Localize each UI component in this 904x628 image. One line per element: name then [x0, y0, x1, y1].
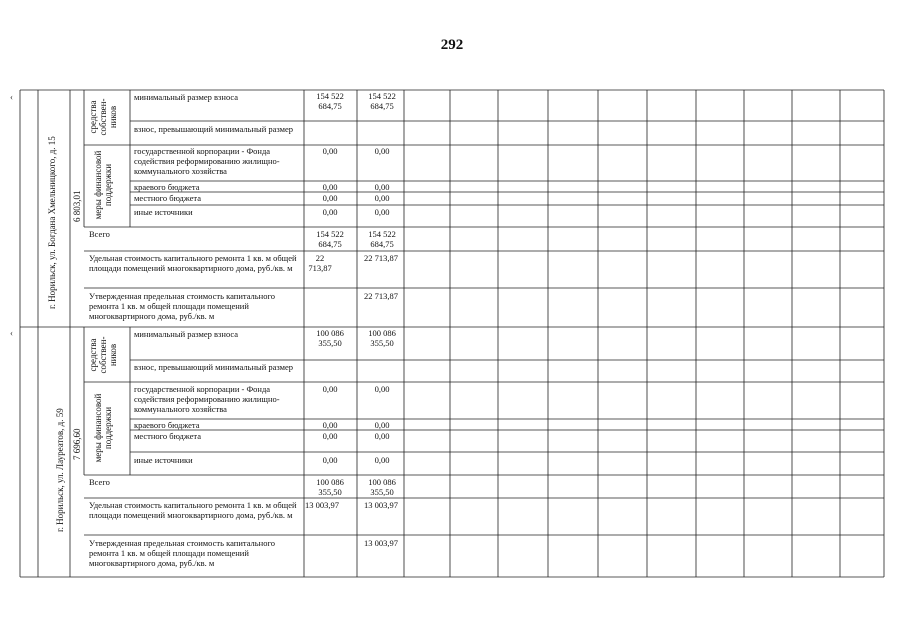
- value-cell: 22 713,87: [364, 253, 398, 263]
- value-cell: 100 086 355,50: [316, 328, 344, 348]
- row-label: местного бюджета: [134, 431, 201, 441]
- value-cell: 13 003,97: [364, 538, 398, 548]
- row-label: минимальный размер взноса: [134, 329, 239, 339]
- row-label: взнос, превышающий минимальный размер: [134, 124, 294, 134]
- value-cell: 0,00: [322, 384, 338, 394]
- value-cell: 22 713,87: [308, 253, 332, 273]
- value-cell: 100 086 355,50: [316, 477, 344, 497]
- row-label: государственной корпорации - Фонда содействия реформированию жилищно-коммунального хозяйства: [134, 146, 280, 176]
- page-number: 292: [440, 37, 464, 53]
- row-label: Утвержденная предельная стоимость капитального ремонта 1 кв. м общей площади помещений многоквартирного дома, руб./кв. м: [89, 538, 275, 568]
- row-label: Утвержденная предельная стоимость капитального ремонта 1 кв. м общей площади помещений многоквартирного дома, руб./кв. м: [89, 291, 275, 321]
- value-cell: 154 522 684,75: [316, 91, 344, 111]
- value-cell: 0,00: [322, 431, 338, 441]
- row-label: иные источники: [134, 455, 193, 465]
- area-value: 6 803,01: [72, 190, 82, 222]
- value-cell: 0,00: [322, 207, 338, 217]
- value-cell: 13 003,97: [305, 500, 339, 510]
- group-support-label: меры финансовой поддержки: [93, 150, 113, 220]
- row-label: минимальный размер взноса: [134, 92, 239, 102]
- address-label: г. Норильск, ул. Лауреатов, д. 59: [55, 408, 65, 532]
- value-cell: 0,00: [374, 420, 390, 430]
- value-cell: 100 086 355,50: [368, 477, 396, 497]
- row-label: Всего: [89, 229, 110, 239]
- margin-mark: ‹: [10, 92, 13, 102]
- row-label: Удельная стоимость капитального ремонта 1 кв. м общей площади помещений многоквартирного дома, руб./кв. м: [89, 253, 297, 273]
- value-cell: 0,00: [322, 146, 338, 156]
- margin-mark: ‹: [10, 328, 13, 338]
- row-label: взнос, превышающий минимальный размер: [134, 362, 294, 372]
- value-cell: 0,00: [374, 384, 390, 394]
- row-label: местного бюджета: [134, 193, 201, 203]
- group-own-label: средства собствен- ников: [88, 98, 118, 136]
- value-cell: 0,00: [374, 455, 390, 465]
- row-label: иные источники: [134, 207, 193, 217]
- value-cell: 0,00: [374, 207, 390, 217]
- value-cell: 0,00: [322, 455, 338, 465]
- row-label: краевого бюджета: [134, 420, 200, 430]
- value-cell: 0,00: [322, 193, 338, 203]
- value-cell: 0,00: [374, 193, 390, 203]
- row-label: государственной корпорации - Фонда содействия реформированию жилищно-коммунального хозяйства: [134, 384, 280, 414]
- value-cell: 154 522 684,75: [368, 229, 396, 249]
- value-cell: 13 003,97: [364, 500, 398, 510]
- row-label: краевого бюджета: [134, 182, 200, 192]
- value-cell: 22 713,87: [364, 291, 398, 301]
- value-cell: 0,00: [374, 146, 390, 156]
- row-label: Всего: [89, 477, 110, 487]
- value-cell: 0,00: [322, 420, 338, 430]
- value-cell: 0,00: [374, 182, 390, 192]
- value-cell: 154 522 684,75: [368, 91, 396, 111]
- value-cell: 100 086 355,50: [368, 328, 396, 348]
- row-label: Удельная стоимость капитального ремонта 1 кв. м общей площади помещений многоквартирного дома, руб./кв. м: [89, 500, 297, 520]
- area-value: 7 696,60: [72, 428, 82, 460]
- value-cell: 154 522 684,75: [316, 229, 344, 249]
- value-cell: 0,00: [322, 182, 338, 192]
- group-own-label: средства собствен- ников: [88, 336, 118, 374]
- group-support-label: меры финансовой поддержки: [93, 393, 113, 463]
- value-cell: 0,00: [374, 431, 390, 441]
- address-label: г. Норильск, ул. Богдана Хмельницкого, д. 15: [47, 136, 57, 309]
